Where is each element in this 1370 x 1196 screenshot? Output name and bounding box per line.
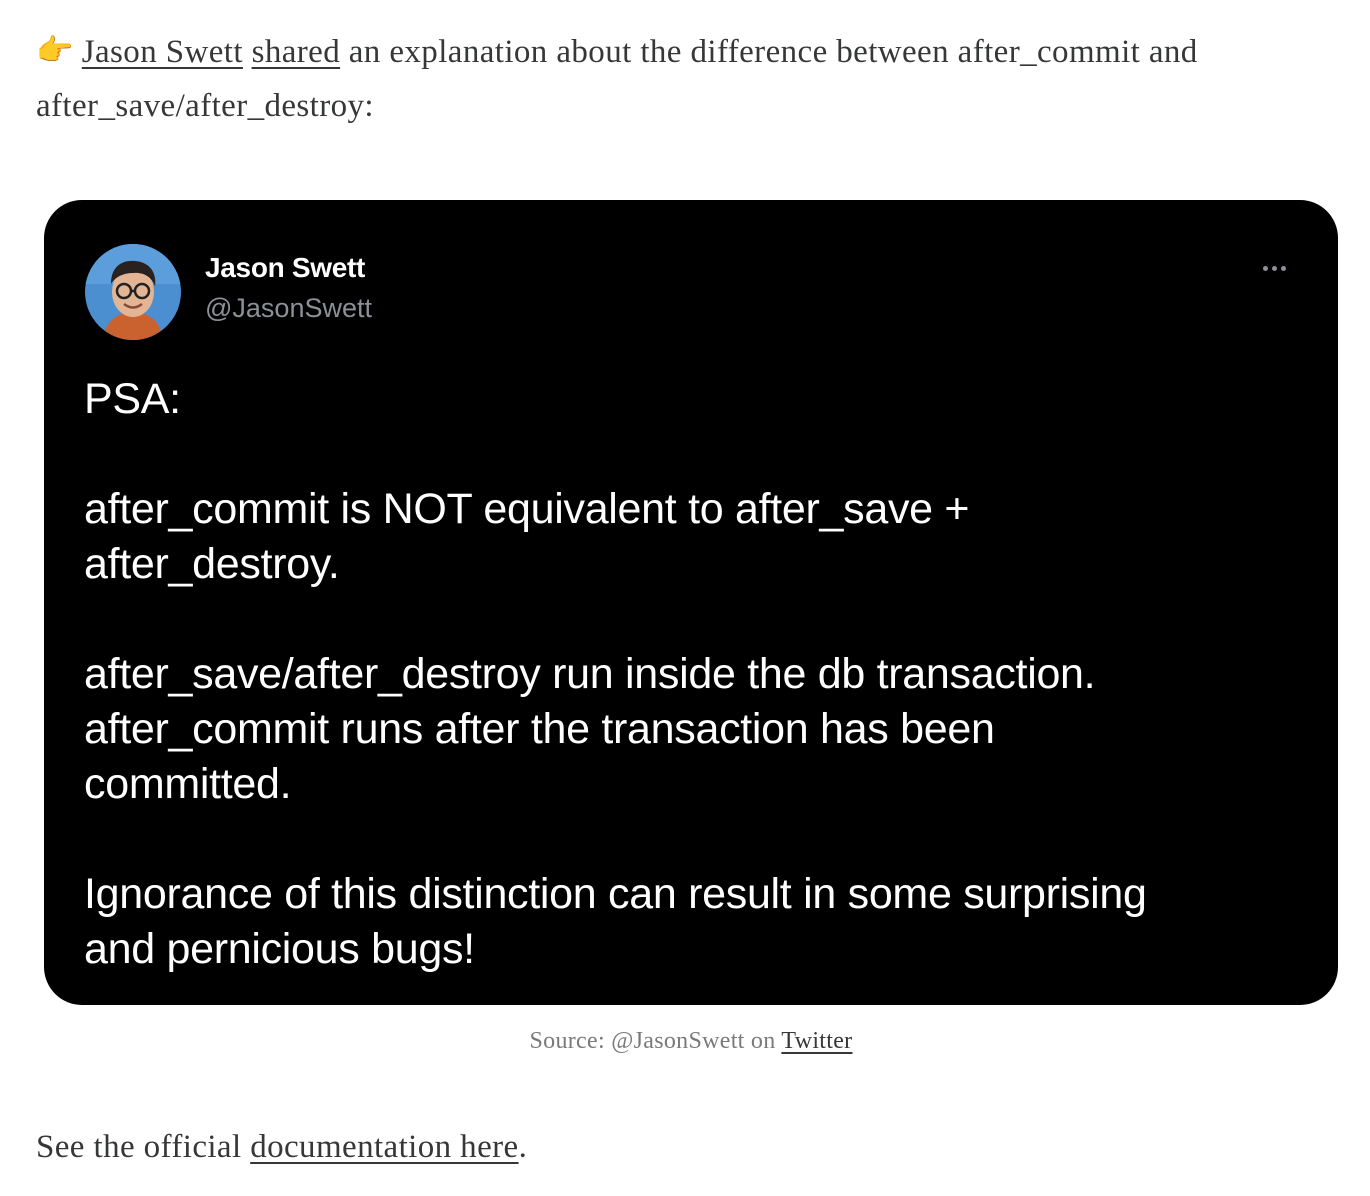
outro-paragraph xyxy=(36,1120,527,1174)
author-name[interactable]: Jason Swett xyxy=(205,252,366,283)
tweet-text xyxy=(84,372,1314,977)
outro-prefix: See the official xyxy=(36,1129,251,1165)
ellipsis-icon[interactable] xyxy=(1263,266,1286,271)
caption-prefix: Source: @JasonSwett on xyxy=(529,1028,782,1054)
tweet-line: after_save/after_destroy run inside the db transaction. xyxy=(84,650,1096,698)
twitter-link[interactable]: Twitter xyxy=(781,1028,853,1054)
jason-swett-link[interactable]: Jason Swett xyxy=(81,34,243,70)
avatar-image xyxy=(85,244,181,340)
pointing-hand-icon: 👉 xyxy=(36,34,74,67)
image-caption xyxy=(0,1028,1370,1055)
documentation-link[interactable]: documentation here xyxy=(250,1129,519,1165)
intro-text: an explanation about the difference between after_commit and after_save/after_destroy: xyxy=(36,34,1198,124)
author-handle[interactable]: @JasonSwett xyxy=(205,293,372,323)
tweet-line: after_commit runs after the transaction has been xyxy=(84,705,995,753)
shared-link[interactable]: shared xyxy=(251,34,341,70)
tweet-line: committed. xyxy=(84,760,292,808)
tweet-embed[interactable] xyxy=(44,200,1338,1005)
outro-suffix: . xyxy=(518,1129,528,1165)
intro-paragraph xyxy=(36,24,1346,133)
tweet-line: after_destroy. xyxy=(84,540,340,588)
tweet-line: after_commit is NOT equivalent to after_save + xyxy=(84,485,970,533)
avatar[interactable] xyxy=(85,244,181,340)
tweet-line: Ignorance of this distinction can result in some surprising xyxy=(84,870,1147,918)
tweet-line: PSA: xyxy=(84,375,181,423)
tweet-line: and pernicious bugs! xyxy=(84,925,475,973)
